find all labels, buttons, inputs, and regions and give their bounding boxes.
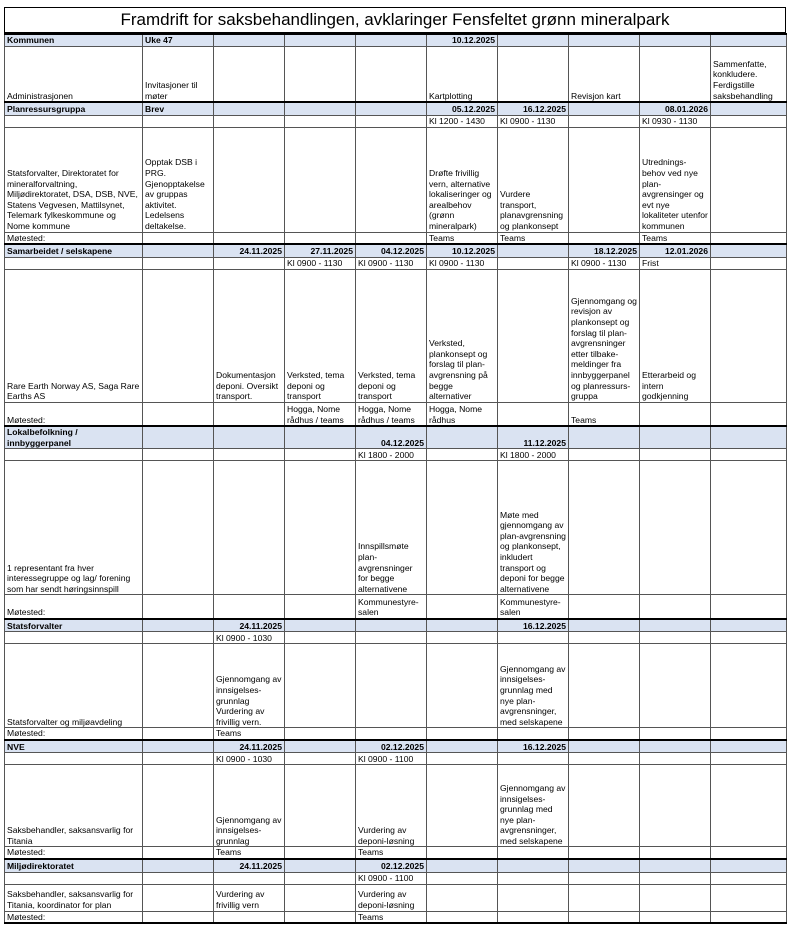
planressursgruppa-header-cell: Brev [143, 102, 214, 115]
sheet-title: Framdrift for saksbehandlingen, avklaringer Fensfeltet grønn mineralpark [4, 7, 786, 33]
samarbeidet-place-cell [711, 402, 787, 426]
planressursgruppa-time-cell: Kl 1200 - 1430 [427, 115, 498, 127]
planressursgruppa-place-cell [285, 232, 356, 244]
lokalbefolkning-header-cell [143, 426, 214, 449]
miljodirektoratet-header-cell [569, 859, 640, 872]
nve-content-cell [640, 765, 711, 847]
lokalbefolkning-place-cell [711, 595, 787, 619]
lokalbefolkning-time-cell [569, 449, 640, 461]
miljodirektoratet-content-cell [143, 884, 214, 911]
lokalbefolkning-header-cell [285, 426, 356, 449]
kommunen-header-cell [640, 34, 711, 46]
samarbeidet-time-cell: Kl 0900 - 1130 [356, 257, 427, 269]
miljodirektoratet-content-cell [427, 884, 498, 911]
statsforvalter-place-cell [285, 728, 356, 740]
planressursgruppa-place-cell [711, 232, 787, 244]
lokalbefolkning-place-cell [640, 595, 711, 619]
miljodirektoratet-time-cell [143, 872, 214, 884]
planressursgruppa-place-cell [143, 232, 214, 244]
kommunen-header-row [5, 34, 787, 46]
nve-header-cell [427, 740, 498, 753]
kommunen-labels-cell: Revisjon kart [569, 46, 640, 102]
planressursgruppa-content-cell [356, 127, 427, 232]
nve-place-cell [498, 847, 569, 859]
miljodirektoratet-time-cell [427, 872, 498, 884]
miljodirektoratet-time-row [5, 872, 787, 884]
statsforvalter-content-cell: Statsforvalter og miljøavdeling [5, 644, 143, 728]
statsforvalter-place-row [5, 728, 787, 740]
nve-header-cell [569, 740, 640, 753]
nve-header-cell: 16.12.2025 [498, 740, 569, 753]
planressursgruppa-header-cell [356, 102, 427, 115]
kommunen-labels-cell [214, 46, 285, 102]
miljodirektoratet-time-cell [5, 872, 143, 884]
lokalbefolkning-place-row [5, 595, 787, 619]
statsforvalter-time-cell [143, 632, 214, 644]
samarbeidet-time-cell [498, 257, 569, 269]
lokalbefolkning-content-cell: Møte med gjennomgang av plan-avgrensning og plankonsept, inkludert transport og deponi for begge alternativene [498, 461, 569, 595]
planressursgruppa-header-cell [285, 102, 356, 115]
samarbeidet-place-cell: Hogga, Nome rådhus [427, 402, 498, 426]
samarbeidet-place-cell: Hogga, Nome rådhus / teams [356, 402, 427, 426]
statsforvalter-place-cell [640, 728, 711, 740]
planressursgruppa-content-cell: Drøfte frivillig vern, alternative lokaliseringer og arealbehov (grønn mineralpark) [427, 127, 498, 232]
samarbeidet-place-cell [640, 402, 711, 426]
lokalbefolkning-place-cell [214, 595, 285, 619]
statsforvalter-time-cell [711, 632, 787, 644]
statsforvalter-time-row [5, 632, 787, 644]
nve-time-cell: Kl 0900 - 1100 [356, 753, 427, 765]
lokalbefolkning-time-cell: Kl 1800 - 2000 [356, 449, 427, 461]
lokalbefolkning-content-cell: Innspillsmøte plan-avgrensninger for begge alternativene [356, 461, 427, 595]
samarbeidet-content-cell: Verksted, tema deponi og transport [285, 269, 356, 402]
nve-place-row [5, 847, 787, 859]
samarbeidet-header-cell: Samarbeidet / selskapene [5, 244, 143, 257]
nve-time-cell [498, 753, 569, 765]
nve-content-cell: Gjennomgang av innsigelses-grunnlag med nye plan-avgrensninger, med selskapene [498, 765, 569, 847]
lokalbefolkning-header-cell: 04.12.2025 [356, 426, 427, 449]
statsforvalter-place-cell [711, 728, 787, 740]
miljodirektoratet-time-cell: Kl 0900 - 1100 [356, 872, 427, 884]
planressursgruppa-place-cell [214, 232, 285, 244]
kommunen-labels-cell [498, 46, 569, 102]
planressursgruppa-content-row [5, 127, 787, 232]
lokalbefolkning-header-cell [711, 426, 787, 449]
planressursgruppa-place-cell: Teams [427, 232, 498, 244]
kommunen-header-cell [285, 34, 356, 46]
miljodirektoratet-content-cell [285, 884, 356, 911]
planressursgruppa-header-cell [569, 102, 640, 115]
nve-content-cell [427, 765, 498, 847]
statsforvalter-time-cell [498, 632, 569, 644]
statsforvalter-content-cell [143, 644, 214, 728]
nve-time-cell [143, 753, 214, 765]
nve-place-cell [711, 847, 787, 859]
miljodirektoratet-content-row [5, 884, 787, 911]
statsforvalter-place-cell: Teams [214, 728, 285, 740]
samarbeidet-time-cell [143, 257, 214, 269]
nve-place-cell [143, 847, 214, 859]
nve-header-cell: NVE [5, 740, 143, 753]
nve-time-row [5, 753, 787, 765]
miljodirektoratet-content-cell: Vurdering av deponi-løsning [356, 884, 427, 911]
lokalbefolkning-header-row [5, 426, 787, 449]
planressursgruppa-header-cell: 08.01.2026 [640, 102, 711, 115]
miljodirektoratet-place-cell [214, 911, 285, 923]
planressursgruppa-header-cell: 05.12.2025 [427, 102, 498, 115]
lokalbefolkning-header-cell: 11.12.2025 [498, 426, 569, 449]
miljodirektoratet-header-row [5, 859, 787, 872]
samarbeidet-header-cell: 10.12.2025 [427, 244, 498, 257]
lokalbefolkning-header-cell [427, 426, 498, 449]
planressursgruppa-content-cell: Statsforvalter, Direktoratet for mineralforvaltning, Miljødirektoratet, DSA, DSB, NVE, Statens Vegvesen, Mattilsynet, Telemark fylkeskommune og Nome kommune [5, 127, 143, 232]
statsforvalter-time-cell [427, 632, 498, 644]
samarbeidet-time-cell [214, 257, 285, 269]
statsforvalter-content-cell: Gjennomgang av innsigelses-grunnlag med nye plan-avgrensninger, med selskapene [498, 644, 569, 728]
lokalbefolkning-time-cell [285, 449, 356, 461]
kommunen-header-cell: Uke 47 [143, 34, 214, 46]
samarbeidet-place-cell: Teams [569, 402, 640, 426]
samarbeidet-content-cell: Etterarbeid og intern godkjenning [640, 269, 711, 402]
miljodirektoratet-place-cell: Møtested: [5, 911, 143, 923]
schedule-table-body [5, 34, 787, 923]
planressursgruppa-header-row [5, 102, 787, 115]
planressursgruppa-content-cell [569, 127, 640, 232]
miljodirektoratet-place-cell [498, 911, 569, 923]
statsforvalter-time-cell [356, 632, 427, 644]
planressursgruppa-place-cell: Møtested: [5, 232, 143, 244]
samarbeidet-header-cell [711, 244, 787, 257]
nve-header-cell [640, 740, 711, 753]
schedule-table [4, 33, 787, 924]
statsforvalter-header-cell: 16.12.2025 [498, 619, 569, 632]
nve-content-cell: Vurdering av deponi-løsning [356, 765, 427, 847]
statsforvalter-time-cell [640, 632, 711, 644]
planressursgruppa-place-cell: Teams [640, 232, 711, 244]
planressursgruppa-content-cell [711, 127, 787, 232]
lokalbefolkning-content-cell [143, 461, 214, 595]
lokalbefolkning-content-cell [711, 461, 787, 595]
miljodirektoratet-time-cell [640, 872, 711, 884]
samarbeidet-header-cell: 18.12.2025 [569, 244, 640, 257]
miljodirektoratet-content-cell [498, 884, 569, 911]
statsforvalter-place-cell [427, 728, 498, 740]
miljodirektoratet-content-cell: Vurdering av frivillig vern [214, 884, 285, 911]
miljodirektoratet-time-cell [498, 872, 569, 884]
kommunen-labels-cell: Invitasjoner til møter [143, 46, 214, 102]
planressursgruppa-time-cell [5, 115, 143, 127]
planressursgruppa-place-row [5, 232, 787, 244]
statsforvalter-header-cell: Statsforvalter [5, 619, 143, 632]
miljodirektoratet-header-cell [143, 859, 214, 872]
statsforvalter-time-cell [569, 632, 640, 644]
kommunen-labels-cell [640, 46, 711, 102]
statsforvalter-header-cell [427, 619, 498, 632]
planressursgruppa-content-cell [214, 127, 285, 232]
samarbeidet-content-cell: Dokumentasjon deponi. Oversikt transport. [214, 269, 285, 402]
statsforvalter-place-cell [498, 728, 569, 740]
samarbeidet-header-cell [143, 244, 214, 257]
nve-content-cell: Saksbehandler, saksansvarlig for Titania [5, 765, 143, 847]
miljodirektoratet-content-cell [640, 884, 711, 911]
planressursgruppa-time-cell: Kl 0930 - 1130 [640, 115, 711, 127]
planressursgruppa-content-cell [285, 127, 356, 232]
planressursgruppa-time-cell [143, 115, 214, 127]
nve-place-cell [569, 847, 640, 859]
miljodirektoratet-content-cell [569, 884, 640, 911]
lokalbefolkning-content-row [5, 461, 787, 595]
nve-header-cell: 24.11.2025 [214, 740, 285, 753]
samarbeidet-time-cell: Kl 0900 - 1130 [569, 257, 640, 269]
lokalbefolkning-content-cell [285, 461, 356, 595]
miljodirektoratet-header-cell: 24.11.2025 [214, 859, 285, 872]
miljodirektoratet-header-cell: 02.12.2025 [356, 859, 427, 872]
lokalbefolkning-place-cell: Kommunestyre-salen [356, 595, 427, 619]
kommunen-header-cell: Kommunen [5, 34, 143, 46]
nve-time-cell [285, 753, 356, 765]
miljodirektoratet-time-cell [214, 872, 285, 884]
statsforvalter-time-cell [5, 632, 143, 644]
statsforvalter-time-cell [285, 632, 356, 644]
miljodirektoratet-header-cell [427, 859, 498, 872]
lokalbefolkning-time-cell [711, 449, 787, 461]
nve-place-cell: Teams [356, 847, 427, 859]
planressursgruppa-time-cell: Kl 0900 - 1130 [498, 115, 569, 127]
miljodirektoratet-place-row [5, 911, 787, 923]
lokalbefolkning-place-cell: Møtested: [5, 595, 143, 619]
samarbeidet-time-cell [711, 257, 787, 269]
planressursgruppa-time-cell [214, 115, 285, 127]
miljodirektoratet-content-cell: Saksbehandler, saksansvarlig for Titania, koordinator for plan [5, 884, 143, 911]
planressursgruppa-header-cell [214, 102, 285, 115]
lokalbefolkning-content-cell: 1 representant fra hver interessegruppe og lag/ forening som har sendt høringsinnspill [5, 461, 143, 595]
miljodirektoratet-time-cell [569, 872, 640, 884]
statsforvalter-place-cell [569, 728, 640, 740]
miljodirektoratet-place-cell [640, 911, 711, 923]
statsforvalter-header-cell: 24.11.2025 [214, 619, 285, 632]
statsforvalter-place-cell: Møtested: [5, 728, 143, 740]
planressursgruppa-content-cell: Vurdere transport, planavgrensning og plankonsept [498, 127, 569, 232]
samarbeidet-time-cell [5, 257, 143, 269]
lokalbefolkning-content-cell [427, 461, 498, 595]
kommunen-labels-cell: Kartplotting [427, 46, 498, 102]
samarbeidet-content-cell: Gjennomgang og revisjon av plankonsept og forslag til plan-avgrensninger etter tilbake-meldinger fra innbyggerpanel og planressurs-gruppa [569, 269, 640, 402]
miljodirektoratet-time-cell [285, 872, 356, 884]
kommunen-header-cell [569, 34, 640, 46]
samarbeidet-time-cell: Kl 0900 - 1130 [427, 257, 498, 269]
lokalbefolkning-place-cell: Kommunestyre-salen [498, 595, 569, 619]
lokalbefolkning-time-cell [5, 449, 143, 461]
lokalbefolkning-header-cell: Lokalbefolkning / innbyggerpanel [5, 426, 143, 449]
statsforvalter-header-cell [356, 619, 427, 632]
miljodirektoratet-header-cell [640, 859, 711, 872]
nve-place-cell: Teams [214, 847, 285, 859]
nve-header-cell: 02.12.2025 [356, 740, 427, 753]
statsforvalter-header-cell [640, 619, 711, 632]
kommunen-labels-cell: Administrasjonen [5, 46, 143, 102]
kommunen-labels-cell [356, 46, 427, 102]
lokalbefolkning-time-cell [640, 449, 711, 461]
statsforvalter-content-cell [640, 644, 711, 728]
kommunen-header-cell: 10.12.2025 [427, 34, 498, 46]
nve-header-cell [285, 740, 356, 753]
lokalbefolkning-time-cell [143, 449, 214, 461]
planressursgruppa-time-cell [285, 115, 356, 127]
samarbeidet-time-cell: Frist [640, 257, 711, 269]
nve-time-cell [427, 753, 498, 765]
nve-header-cell [711, 740, 787, 753]
statsforvalter-header-cell [285, 619, 356, 632]
samarbeidet-content-cell: Verksted, plankonsept og forslag til plan-avgrensning på begge alternativer [427, 269, 498, 402]
planressursgruppa-place-cell [569, 232, 640, 244]
planressursgruppa-place-cell [356, 232, 427, 244]
planressursgruppa-time-cell [569, 115, 640, 127]
miljodirektoratet-header-cell [711, 859, 787, 872]
samarbeidet-header-cell: 04.12.2025 [356, 244, 427, 257]
planressursgruppa-time-cell [711, 115, 787, 127]
miljodirektoratet-place-cell [569, 911, 640, 923]
nve-content-cell [711, 765, 787, 847]
samarbeidet-content-cell [711, 269, 787, 402]
kommunen-labels-row [5, 46, 787, 102]
lokalbefolkning-time-cell [427, 449, 498, 461]
samarbeidet-time-row [5, 257, 787, 269]
statsforvalter-content-cell [427, 644, 498, 728]
samarbeidet-place-row [5, 402, 787, 426]
nve-place-cell [427, 847, 498, 859]
nve-content-row [5, 765, 787, 847]
statsforvalter-header-cell [711, 619, 787, 632]
miljodirektoratet-content-cell [711, 884, 787, 911]
samarbeidet-place-cell [498, 402, 569, 426]
samarbeidet-content-cell: Verksted, tema deponi og transport [356, 269, 427, 402]
samarbeidet-content-cell [498, 269, 569, 402]
lokalbefolkning-header-cell [214, 426, 285, 449]
nve-place-cell [285, 847, 356, 859]
kommunen-header-cell [711, 34, 787, 46]
miljodirektoratet-header-cell [498, 859, 569, 872]
samarbeidet-content-cell: Rare Earth Norway AS, Saga Rare Earths AS [5, 269, 143, 402]
lokalbefolkning-content-cell [214, 461, 285, 595]
miljodirektoratet-header-cell [285, 859, 356, 872]
samarbeidet-place-cell: Møtested: [5, 402, 143, 426]
lokalbefolkning-time-cell [214, 449, 285, 461]
lokalbefolkning-place-cell [569, 595, 640, 619]
samarbeidet-header-cell [498, 244, 569, 257]
statsforvalter-content-cell [569, 644, 640, 728]
lokalbefolkning-place-cell [285, 595, 356, 619]
lokalbefolkning-content-cell [640, 461, 711, 595]
lokalbefolkning-content-cell [569, 461, 640, 595]
statsforvalter-place-cell [356, 728, 427, 740]
planressursgruppa-header-cell [711, 102, 787, 115]
kommunen-labels-cell: Sammenfatte, konkludere. Ferdigstille saksbehandling [711, 46, 787, 102]
statsforvalter-header-cell [143, 619, 214, 632]
statsforvalter-content-row [5, 644, 787, 728]
nve-time-cell [569, 753, 640, 765]
kommunen-header-cell [498, 34, 569, 46]
lokalbefolkning-header-cell [569, 426, 640, 449]
lokalbefolkning-place-cell [427, 595, 498, 619]
miljodirektoratet-place-cell: Teams [356, 911, 427, 923]
statsforvalter-content-cell [711, 644, 787, 728]
miljodirektoratet-place-cell [711, 911, 787, 923]
statsforvalter-time-cell: Kl 0900 - 1030 [214, 632, 285, 644]
samarbeidet-time-cell: Kl 0900 - 1130 [285, 257, 356, 269]
lokalbefolkning-header-cell [640, 426, 711, 449]
lokalbefolkning-time-cell: Kl 1800 - 2000 [498, 449, 569, 461]
miljodirektoratet-place-cell [285, 911, 356, 923]
statsforvalter-content-cell [285, 644, 356, 728]
samarbeidet-content-row [5, 269, 787, 402]
nve-content-cell [569, 765, 640, 847]
statsforvalter-header-cell [569, 619, 640, 632]
samarbeidet-place-cell [214, 402, 285, 426]
statsforvalter-content-cell [356, 644, 427, 728]
samarbeidet-place-cell [143, 402, 214, 426]
planressursgruppa-header-cell: 16.12.2025 [498, 102, 569, 115]
nve-content-cell [143, 765, 214, 847]
samarbeidet-header-cell: 27.11.2025 [285, 244, 356, 257]
miljodirektoratet-place-cell [143, 911, 214, 923]
nve-content-cell: Gjennomgang av innsigelses-grunnlag [214, 765, 285, 847]
planressursgruppa-content-cell: Utrednings-behov ved nye plan-avgrensinger og evt nye lokaliteter utenfor kommunen [640, 127, 711, 232]
lokalbefolkning-time-row [5, 449, 787, 461]
schedule-table-wrapper [4, 33, 787, 924]
nve-time-cell [640, 753, 711, 765]
statsforvalter-content-cell: Gjennomgang av innsigelses-grunnlag Vurdering av frivillig vern. [214, 644, 285, 728]
miljodirektoratet-header-cell: Miljødirektoratet [5, 859, 143, 872]
nve-time-cell: Kl 0900 - 1030 [214, 753, 285, 765]
nve-header-cell [143, 740, 214, 753]
samarbeidet-place-cell: Hogga, Nome rådhus / teams [285, 402, 356, 426]
planressursgruppa-time-cell [356, 115, 427, 127]
planressursgruppa-content-cell: Opptak DSB i PRG. Gjenopptakelse av gruppas aktivitet. Ledelsens deltakelse. [143, 127, 214, 232]
kommunen-header-cell [214, 34, 285, 46]
statsforvalter-header-row [5, 619, 787, 632]
samarbeidet-header-cell: 12.01.2026 [640, 244, 711, 257]
lokalbefolkning-place-cell [143, 595, 214, 619]
nve-place-cell [640, 847, 711, 859]
kommunen-header-cell [356, 34, 427, 46]
miljodirektoratet-place-cell [427, 911, 498, 923]
samarbeidet-header-row [5, 244, 787, 257]
nve-time-cell [5, 753, 143, 765]
planressursgruppa-time-row [5, 115, 787, 127]
nve-header-row [5, 740, 787, 753]
nve-place-cell: Møtested: [5, 847, 143, 859]
samarbeidet-header-cell: 24.11.2025 [214, 244, 285, 257]
kommunen-labels-cell [285, 46, 356, 102]
samarbeidet-content-cell [143, 269, 214, 402]
nve-content-cell [285, 765, 356, 847]
statsforvalter-place-cell [143, 728, 214, 740]
miljodirektoratet-time-cell [711, 872, 787, 884]
planressursgruppa-place-cell: Teams [498, 232, 569, 244]
planressursgruppa-header-cell: Planressursgruppa [5, 102, 143, 115]
nve-time-cell [711, 753, 787, 765]
